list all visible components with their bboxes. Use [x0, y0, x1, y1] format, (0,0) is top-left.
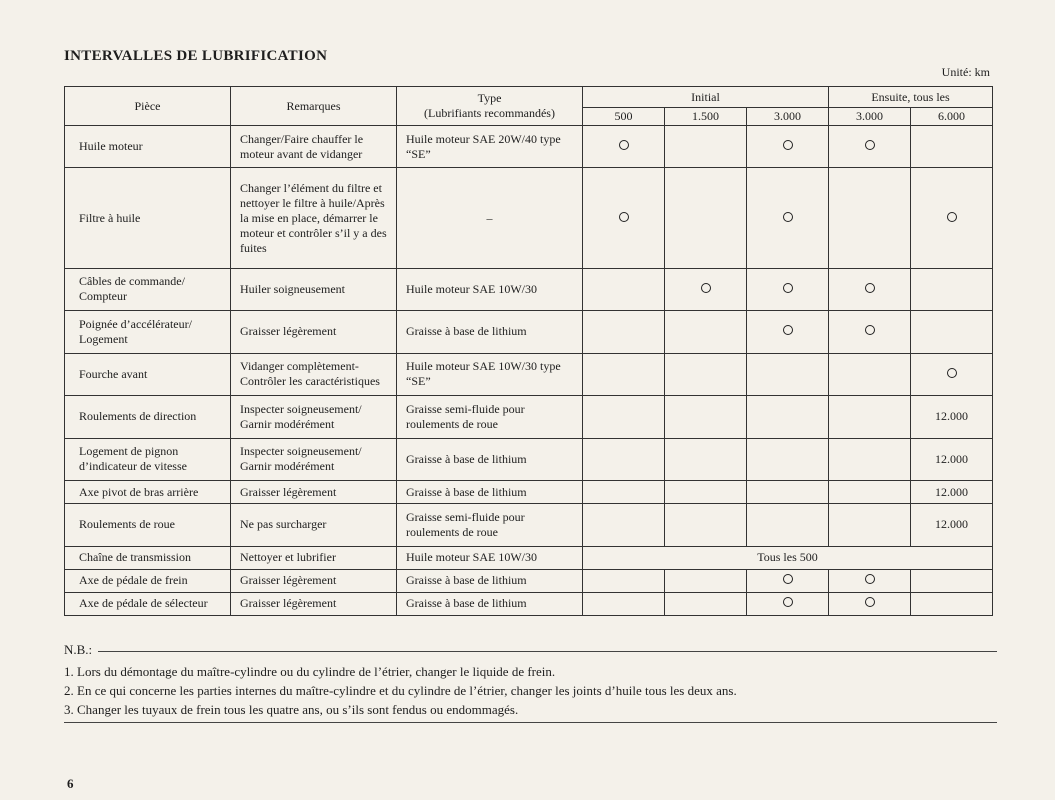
table-row	[65, 504, 993, 546]
interval-cell	[665, 126, 747, 168]
interval-cell	[829, 592, 911, 615]
interval-cell	[583, 438, 665, 480]
table-row	[65, 168, 993, 268]
circle-mark-icon	[865, 325, 875, 335]
interval-value-cell: 12.000	[911, 438, 993, 480]
interval-cell	[911, 592, 993, 615]
part-cell: Poignée d’accélérateur/ Logement	[65, 311, 231, 353]
remark-cell: Nettoyer et lubrifier	[231, 546, 397, 569]
interval-value-cell: 12.000	[911, 396, 993, 438]
interval-cell	[583, 569, 665, 592]
part-cell: Axe de pédale de sélecteur	[65, 592, 231, 615]
type-cell: Huile moteur SAE 10W/30	[397, 546, 583, 569]
type-cell: –	[397, 168, 583, 268]
interval-cell	[583, 353, 665, 395]
circle-mark-icon	[783, 212, 793, 222]
interval-cell	[829, 126, 911, 168]
type-cell: Graisse à base de lithium	[397, 438, 583, 480]
notes-divider	[98, 651, 997, 652]
table-row	[65, 353, 993, 395]
interval-cell	[911, 168, 993, 268]
part-cell: Roulements de direction	[65, 396, 231, 438]
header-type	[397, 87, 583, 126]
circle-mark-icon	[783, 325, 793, 335]
interval-span-cell: Tous les 500	[583, 546, 993, 569]
interval-cell	[583, 480, 665, 503]
part-cell: Axe de pédale de frein	[65, 569, 231, 592]
remark-cell: Huiler soigneusement	[231, 268, 397, 310]
remark-cell: Inspecter soigneusement/ Garnir modérément	[231, 396, 397, 438]
interval-cell	[747, 353, 829, 395]
type-cell: Huile moteur SAE 10W/30 type “SE”	[397, 353, 583, 395]
notes-header	[64, 642, 997, 658]
header-interval: 500	[583, 108, 665, 126]
header-type-line1: Type	[477, 91, 502, 105]
interval-cell	[665, 396, 747, 438]
remark-cell: Vidanger complètement- Contrôler les caractéristiques	[231, 353, 397, 395]
interval-cell	[665, 569, 747, 592]
remark-cell: Graisser légèrement	[231, 311, 397, 353]
note-item: 2. En ce qui concerne les parties internes du maître-cylindre et du cylindre de l’étrier, changer les joints d’huile tous les deux ans.	[64, 683, 737, 698]
part-cell: Fourche avant	[65, 353, 231, 395]
header-part: Pièce	[65, 87, 231, 126]
circle-mark-icon	[865, 574, 875, 584]
type-cell: Huile moteur SAE 10W/30	[397, 268, 583, 310]
interval-cell	[747, 504, 829, 546]
type-cell: Graisse à base de lithium	[397, 569, 583, 592]
interval-cell	[665, 592, 747, 615]
header-row-groups	[65, 87, 993, 108]
note-item: 1. Lors du démontage du maître-cylindre ou du cylindre de l’étrier, changer le liquide de frein.	[64, 664, 556, 679]
notes-label: N.B.:	[64, 642, 93, 657]
part-cell: Filtre à huile	[65, 168, 231, 268]
table-body	[65, 126, 993, 616]
interval-cell	[829, 268, 911, 310]
interval-cell	[583, 311, 665, 353]
remark-cell: Inspecter soigneusement/ Garnir modérément	[231, 438, 397, 480]
header-remark: Remarques	[231, 87, 397, 126]
header-then: Ensuite, tous les	[829, 87, 993, 108]
interval-cell	[583, 168, 665, 268]
table-row	[65, 268, 993, 310]
interval-cell	[583, 126, 665, 168]
unit-label: Unité: km	[941, 65, 990, 79]
circle-mark-icon	[947, 368, 957, 378]
circle-mark-icon	[619, 140, 629, 150]
interval-cell	[911, 268, 993, 310]
header-interval: 6.000	[911, 108, 993, 126]
note-item: 3. Changer les tuyaux de frein tous les quatre ans, ou s’ils sont fendus ou endommagés.	[64, 702, 519, 717]
table-row	[65, 546, 993, 569]
header-interval: 1.500	[665, 108, 747, 126]
interval-cell	[665, 353, 747, 395]
type-cell: Graisse semi-fluide pour roulements de roue	[397, 396, 583, 438]
remark-cell: Changer l’élément du filtre et nettoyer le filtre à huile/Après la mise en place, démarrer le moteur et contrôler s’il y a des fuites	[231, 168, 397, 268]
interval-cell	[583, 504, 665, 546]
part-cell: Logement de pignon d’indicateur de vitesse	[65, 438, 231, 480]
page-title: INTERVALLES DE LUBRIFICATION	[64, 48, 328, 64]
interval-cell	[747, 480, 829, 503]
interval-cell	[665, 504, 747, 546]
interval-cell	[665, 268, 747, 310]
interval-cell	[829, 168, 911, 268]
interval-cell	[829, 504, 911, 546]
circle-mark-icon	[783, 597, 793, 607]
interval-cell	[583, 396, 665, 438]
notes-list	[64, 662, 997, 719]
part-cell: Huile moteur	[65, 126, 231, 168]
interval-cell	[829, 353, 911, 395]
interval-cell	[747, 268, 829, 310]
type-cell: Graisse à base de lithium	[397, 311, 583, 353]
interval-cell	[665, 480, 747, 503]
header-interval: 3.000	[829, 108, 911, 126]
table-row	[65, 126, 993, 168]
interval-cell	[747, 396, 829, 438]
notes-block	[64, 642, 997, 723]
circle-mark-icon	[865, 283, 875, 293]
circle-mark-icon	[701, 283, 711, 293]
interval-cell	[829, 569, 911, 592]
interval-cell	[911, 569, 993, 592]
interval-cell	[911, 353, 993, 395]
circle-mark-icon	[783, 140, 793, 150]
interval-cell	[583, 268, 665, 310]
interval-cell	[747, 438, 829, 480]
interval-cell	[665, 438, 747, 480]
remark-cell: Graisser légèrement	[231, 569, 397, 592]
interval-cell	[911, 311, 993, 353]
type-cell: Graisse à base de lithium	[397, 480, 583, 503]
part-cell: Câbles de commande/ Compteur	[65, 268, 231, 310]
table-row	[65, 592, 993, 615]
type-cell: Graisse à base de lithium	[397, 592, 583, 615]
part-cell: Chaîne de transmission	[65, 546, 231, 569]
interval-cell	[665, 311, 747, 353]
type-cell: Huile moteur SAE 20W/40 type “SE”	[397, 126, 583, 168]
interval-cell	[747, 592, 829, 615]
lubrication-table	[64, 86, 993, 616]
header-interval: 3.000	[747, 108, 829, 126]
interval-cell	[829, 311, 911, 353]
interval-cell	[911, 126, 993, 168]
table-row	[65, 569, 993, 592]
page-number: 6	[67, 776, 74, 791]
table-row	[65, 396, 993, 438]
remark-cell: Graisser légèrement	[231, 592, 397, 615]
interval-cell	[747, 311, 829, 353]
circle-mark-icon	[783, 283, 793, 293]
interval-cell	[583, 592, 665, 615]
notes-bottom-divider	[64, 722, 997, 723]
table-row	[65, 311, 993, 353]
interval-cell	[829, 480, 911, 503]
interval-value-cell: 12.000	[911, 480, 993, 503]
circle-mark-icon	[947, 212, 957, 222]
interval-cell	[829, 438, 911, 480]
remark-cell: Graisser légèrement	[231, 480, 397, 503]
table-row	[65, 480, 993, 503]
circle-mark-icon	[619, 212, 629, 222]
circle-mark-icon	[865, 140, 875, 150]
remark-cell: Changer/Faire chauffer le moteur avant de vidanger	[231, 126, 397, 168]
remark-cell: Ne pas surcharger	[231, 504, 397, 546]
part-cell: Axe pivot de bras arrière	[65, 480, 231, 503]
table-row	[65, 438, 993, 480]
circle-mark-icon	[783, 574, 793, 584]
circle-mark-icon	[865, 597, 875, 607]
type-cell: Graisse semi-fluide pour roulements de roue	[397, 504, 583, 546]
interval-cell	[829, 396, 911, 438]
interval-cell	[747, 168, 829, 268]
interval-cell	[665, 168, 747, 268]
header-type-line2: (Lubrifiants recommandés)	[424, 106, 555, 120]
part-cell: Roulements de roue	[65, 504, 231, 546]
interval-cell	[747, 569, 829, 592]
interval-value-cell: 12.000	[911, 504, 993, 546]
header-initial: Initial	[583, 87, 829, 108]
interval-cell	[747, 126, 829, 168]
